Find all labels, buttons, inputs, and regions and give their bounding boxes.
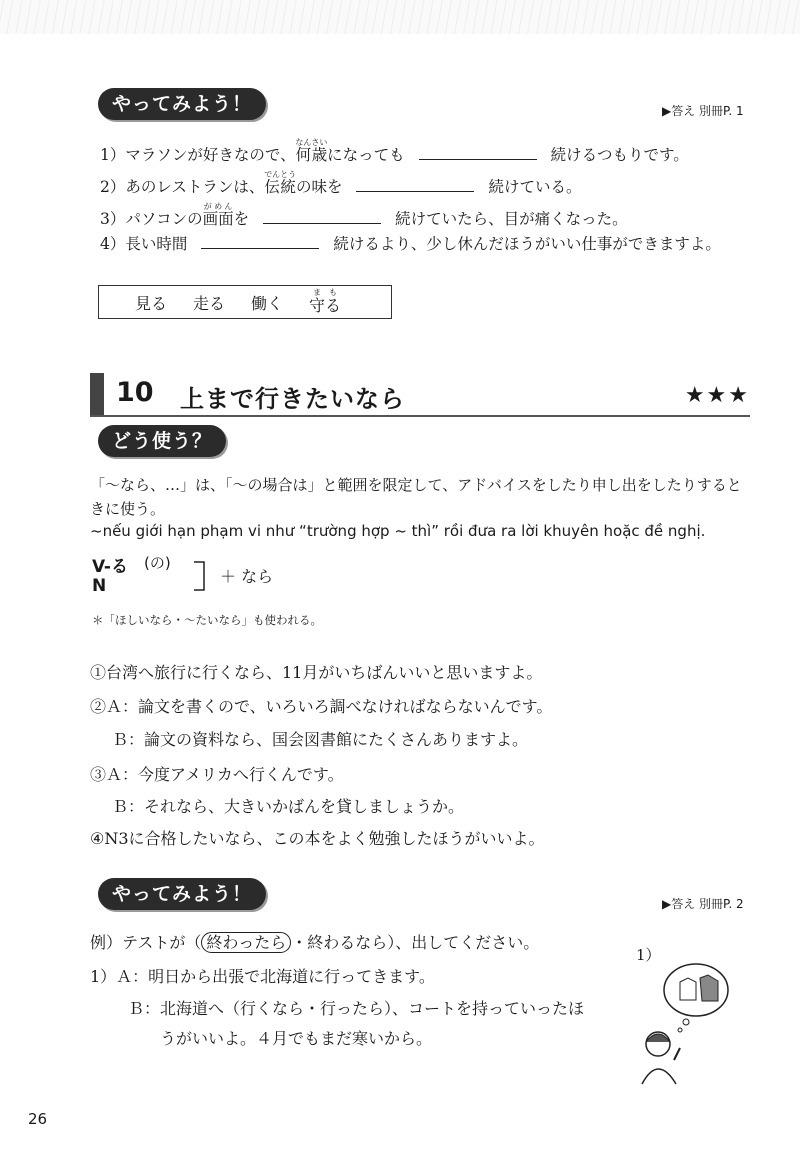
person-thinking-illustration [630,960,740,1085]
header-bar [90,373,104,415]
exercise-item-3: 3）パソコンの画面がめんを 続けていたら、目が痛くなった。 [100,202,628,228]
try-it-badge-2: やってみよう！ [98,878,266,910]
answer-blank-1[interactable] [419,145,537,160]
lesson-header [90,373,750,417]
how-to-use-badge: どう使う？ [98,425,226,457]
illustration-label: 1） [636,946,661,964]
word-option: 守るまも [309,288,342,315]
exercise-item-4: 4）長い時間 続けるより、少し休んだほうがいい仕事ができますよ。 [100,235,721,253]
grammar-pattern [92,552,292,598]
question-1b-line1: Ｂ：北海道へ（行くなら・行ったら）、コートを持っていったほ [128,999,585,1018]
exercise-item-1: 1）マラソンが好きなので、何歳なんさいになっても 続けるつもりです。 [100,138,689,164]
word-choice-box [98,285,392,319]
vietnamese-explanation: ~nếu giới hạn phạm vi như “trường hợp ~ thì” rồi đưa ra lời khuyên hoặc đề nghị. [90,522,706,540]
example-1: ①台湾へ旅行に行くなら、11月がいちばんいいと思いますよ。 [90,663,543,682]
answer-blank-2[interactable] [356,177,474,192]
example-2a: ②Ａ：論文を書くので、いろいろ調べなければならないんです。 [90,697,553,716]
word-option: 走る [193,293,226,313]
question-1a: 1）Ａ：明日から出張で北海道に行ってきます。 [90,967,435,986]
circled-answer: 終わったら [201,932,291,953]
example-3a: ③Ａ：今度アメリカへ行くんです。 [90,765,344,784]
explanation-line-1: 「〜なら、…」は、「〜の場合は」と範囲を限定して、アドバイスをしたり申し出をしたりすると [90,476,742,494]
exercise-item-2: 2）あのレストランは、伝統でんとうの味を 続けている。 [100,170,582,196]
difficulty-stars: ★★★ [684,383,750,408]
try-it-badge-1: やってみよう！ [98,88,266,120]
scan-noise-top [0,0,800,34]
lesson-number: 10 [116,377,154,408]
example-2b: Ｂ：論文の資料なら、国会図書館にたくさんありますよ。 [112,730,529,749]
example-4: ④N3に合格したいなら、この本をよく勉強したほうがいいよ。 [90,829,545,848]
answer-blank-4[interactable] [201,234,319,249]
example-3b: Ｂ：それなら、大きいかばんを貸しましょうか。 [112,797,465,816]
pattern-no: (の) [144,554,171,572]
pattern-noun: N [92,576,107,596]
word-option: 働く [251,293,284,313]
lesson-title: 上まで行きたいなら [180,385,405,413]
word-option: 見る [135,293,168,313]
example-question: 例）テストが（ 終わったら ・終わるなら）、出してください。 [90,933,540,952]
answer-reference-1: ▶答え 別冊P. 1 [662,104,744,118]
answer-blank-3[interactable] [263,209,381,224]
pattern-result: ＋ なら [220,567,274,586]
ruby-word: 何歳なんさい [295,138,328,164]
answer-reference-2: ▶答え 別冊P. 2 [662,897,744,911]
usage-note: ＊「ほしいなら・〜たいなら」も使われる。 [92,613,322,627]
bracket-icon [192,558,222,594]
pattern-verb: V-る [92,557,128,577]
question-1b-line2: うがいいよ。４月でもまだ寒いから。 [160,1029,433,1048]
explanation-line-2: きに使う。 [90,500,166,518]
page-number: 26 [28,1110,48,1128]
